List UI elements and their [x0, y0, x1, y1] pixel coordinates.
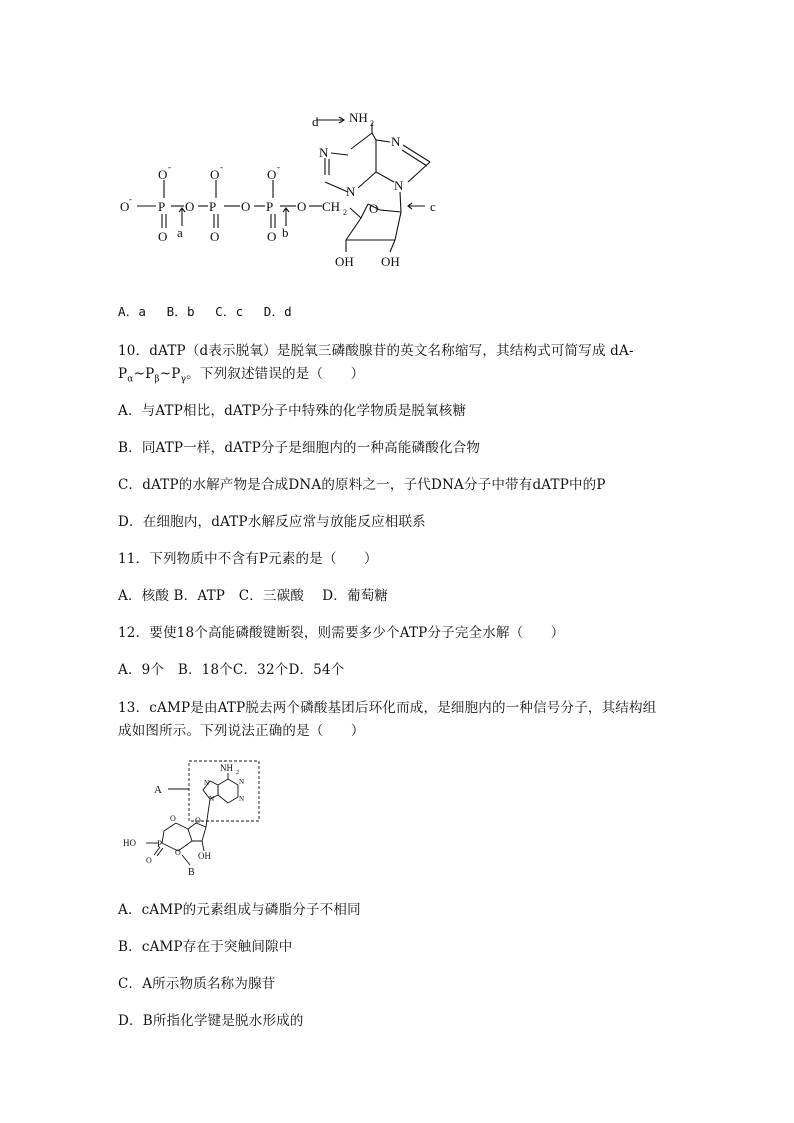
o-minus-3: O: [210, 167, 220, 182]
label-a: a: [177, 225, 183, 240]
p-gamma-atom: P: [266, 199, 274, 214]
label-b: b: [282, 225, 289, 240]
ch2-subscript: 2: [343, 208, 347, 217]
q13-stem-line1: 13．cAMP是由ATP脱去两个磷酸基团后环化而成，是细胞内的一种信号分子，其结构组: [118, 700, 657, 716]
q13-option-d: D．B所指化学键是脱水形成的: [118, 1013, 304, 1029]
camp-n1: N: [239, 778, 245, 786]
o-ester: O: [297, 199, 307, 214]
n3-atom: N: [346, 184, 356, 199]
camp-o-ring: O: [195, 816, 201, 825]
n1-atom: N: [319, 145, 329, 160]
label-c: c: [430, 199, 436, 214]
oh-3prime: OH: [381, 254, 400, 269]
q13-option-a: A．cAMP的元素组成与磷脂分子不相同: [118, 902, 361, 918]
o-double-3: O: [267, 229, 277, 244]
q10-alpha: α: [127, 374, 134, 385]
camp-nh2: NH: [220, 763, 233, 773]
p-beta-atom: P: [209, 199, 217, 214]
q10-option-a: A．与ATP相比，dATP分子中特殊的化学物质是脱氧核糖: [118, 403, 467, 419]
atp-structure-figure: [118, 100, 458, 285]
o-bridge-1: O: [185, 199, 195, 214]
o-double-2: O: [210, 229, 220, 244]
camp-o-3prime: O: [175, 848, 181, 857]
q13-option-b: B．cAMP存在于突触间隙中: [118, 939, 293, 955]
q10-stem-line1: 10．dATP（d表示脱氧）是脱氧三磷酸腺苷的英文名称缩写，其结构式可简写成 dA-: [118, 343, 634, 359]
camp-label-b: B: [188, 867, 195, 878]
camp-ho: HO: [123, 838, 136, 848]
nh2-group: NH: [349, 110, 368, 125]
q10-beta: β: [154, 374, 160, 385]
q10-stem-line2: [118, 362, 364, 385]
n9-atom: N: [394, 178, 404, 193]
q10-tilde-p-1: ~P: [133, 366, 155, 382]
camp-oh: OH: [198, 851, 211, 861]
o-minus-1: O: [120, 199, 130, 214]
q10-gamma: γ: [180, 374, 187, 385]
q13-stem-line2: 成如图所示。下列说法正确的是（ ）: [118, 723, 365, 739]
oh-2prime: OH: [335, 254, 354, 269]
minus-4: -: [277, 162, 280, 172]
camp-p: P: [157, 839, 163, 849]
q11-stem: 11．下列物质中不含有P元素的是（ ）: [118, 551, 378, 567]
o-minus-2: O: [158, 167, 168, 182]
o-minus-4: O: [267, 167, 277, 182]
q12-stem: 12．要使18个高能磷酸键断裂，则需要多少个ATP分子完全水解（ ）: [118, 625, 565, 641]
o-double-1: O: [158, 229, 168, 244]
camp-nh2-sub: 2: [236, 770, 239, 776]
q12-options: A．9个 B．18个C．32个D．54个: [118, 662, 345, 678]
o-ring: O: [369, 201, 379, 216]
q13-option-c: C．A所示物质名称为腺苷: [118, 976, 276, 992]
q10-option-b: B．同ATP一样，dATP分子是细胞内的一种高能磷酸化合物: [118, 440, 481, 456]
q10-stem-end: 。下列叙述错误的是（ ）: [186, 366, 365, 382]
q10-tilde-p-2: ~P: [159, 366, 181, 382]
n7-atom: N: [391, 134, 401, 149]
camp-n3: N: [239, 795, 245, 803]
camp-o-double: O: [146, 856, 152, 865]
minus-1: -: [129, 194, 132, 204]
nh2-subscript: 2: [370, 119, 374, 128]
q10-option-c: C．dATP的水解产物是合成DNA的原料之一，子代DNA分子中带有dATP中的P: [118, 477, 606, 493]
camp-structure-figure: [118, 755, 268, 883]
camp-n9: N: [209, 795, 215, 803]
minus-2: -: [168, 162, 171, 172]
q10-p: P: [118, 366, 128, 382]
p-alpha-atom: P: [158, 199, 166, 214]
o-bridge-2: O: [241, 199, 251, 214]
camp-label-a: A: [154, 784, 162, 796]
ch2-group: CH: [322, 199, 341, 214]
q9-options: A．a B．b C．c D．d: [118, 304, 292, 319]
camp-o-bridge: O: [170, 814, 176, 823]
q11-options: A．核酸 B．ATP C．三碳酸 D．葡萄糖: [118, 588, 389, 604]
q10-option-d: D．在细胞内，dATP水解反应常与放能反应相联系: [118, 514, 426, 530]
camp-n7: N: [204, 779, 210, 787]
minus-3: -: [220, 162, 223, 172]
label-d: d: [312, 114, 319, 129]
